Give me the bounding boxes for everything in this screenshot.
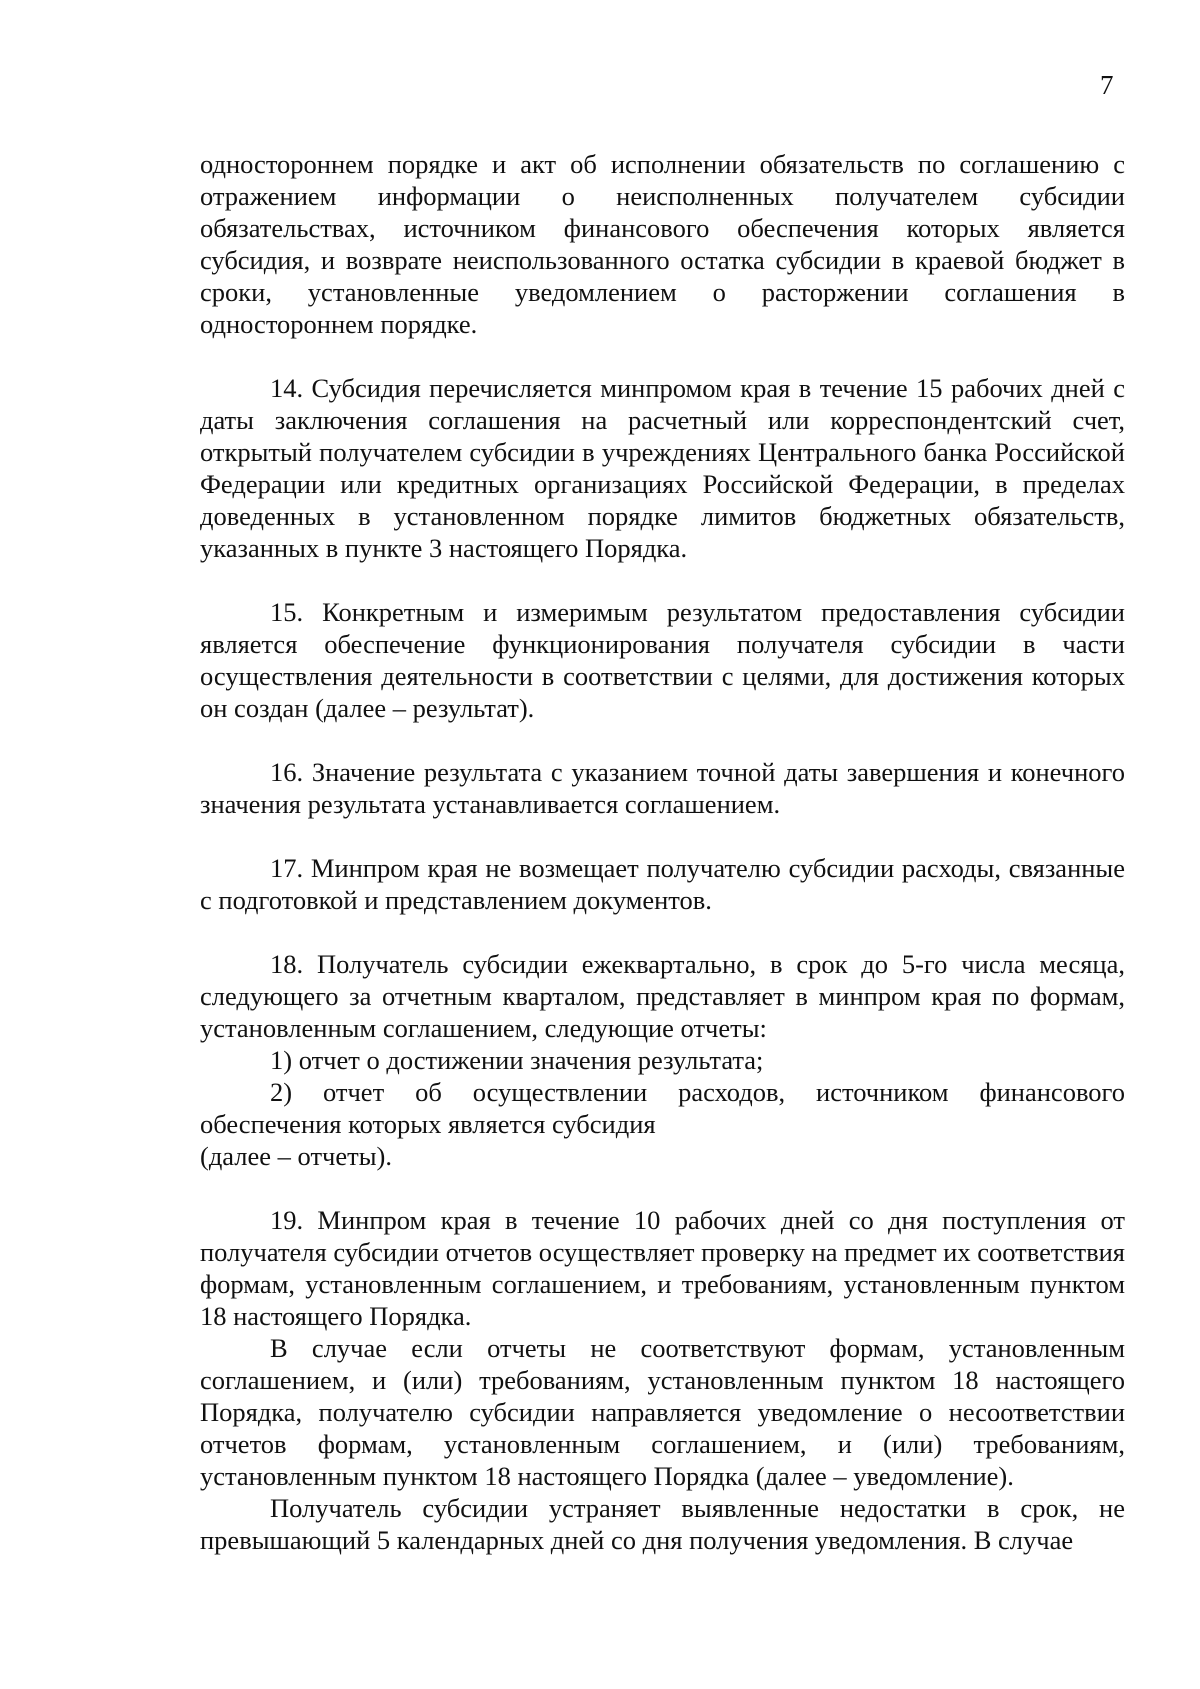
paragraph-18: 18. Получатель субсидии ежеквартально, в срок до 5-го числа месяца, следующего за отчетным кварталом, представляет в минпром края по формам, установленным соглашением, следующие отчеты: [200,949,1125,1043]
paragraph-15: 15. Конкретным и измеримым результатом предоставления субсидии является обеспечение функционирования получателя субсидии в части осуществления деятельности в соответствии с целями, для достижения которых он создан (далее – результат). [200,597,1125,723]
paragraph-18-definition: (далее – отчеты). [200,1141,392,1171]
paragraph-18-item-1: 1) отчет о достижении значения результата; [270,1045,764,1075]
paragraph-13-continuation: одностороннем порядке и акт об исполнении обязательств по соглашению с отражением информации о неисполненных получателем субсидии обязательствах, источником финансового обеспечения которых является субсидия, и возврате неиспользованного остатка субсидии в краевой бюджет в сроки, установленные уведомлением о расторжении соглашения в одностороннем порядке. [200,149,1125,339]
paragraph-19: 19. Минпром края в течение 10 рабочих дней со дня поступления от получателя субсидии отчетов осуществляет проверку на предмет их соответствия формам, установленным соглашением, и требованиям, установленным пунктом 18 настоящего Порядка. [200,1205,1125,1331]
page-number: 7 [1100,70,1114,100]
paragraph-18-item-2: 2) отчет об осуществлении расходов, источником финансового обеспечения которых является субсидия [200,1077,1125,1139]
paragraph-19-part-2: В случае если отчеты не соответствуют формам, установленным соглашением, и (или) требованиям, установленным пунктом 18 настоящего Порядка, получателю субсидии направляется уведомление о несоответствии отчетов формам, установленным соглашением, и (или) требованиям, установленным пунктом 18 настоящего Порядка (далее – уведомление). [200,1333,1125,1491]
paragraph-16: 16. Значение результата с указанием точной даты завершения и конечного значения результата устанавливается соглашением. [200,757,1125,819]
paragraph-19-part-3: Получатель субсидии устраняет выявленные недостатки в срок, не превышающий 5 календарных дней со дня получения уведомления. В случае [200,1493,1125,1555]
paragraph-14: 14. Субсидия перечисляется минпромом края в течение 15 рабочих дней с даты заключения соглашения на расчетный или корреспондентский счет, открытый получателем субсидии в учреждениях Центрального банка Российской Федерации или кредитных организациях Российской Федерации, в пределах доведенных в установленном порядке лимитов бюджетных обязательств, указанных в пункте 3 настоящего Порядка. [200,373,1125,563]
paragraph-17: 17. Минпром края не возмещает получателю субсидии расходы, связанные с подготовкой и представлением документов. [200,853,1125,915]
document-body [200,148,1125,1556]
